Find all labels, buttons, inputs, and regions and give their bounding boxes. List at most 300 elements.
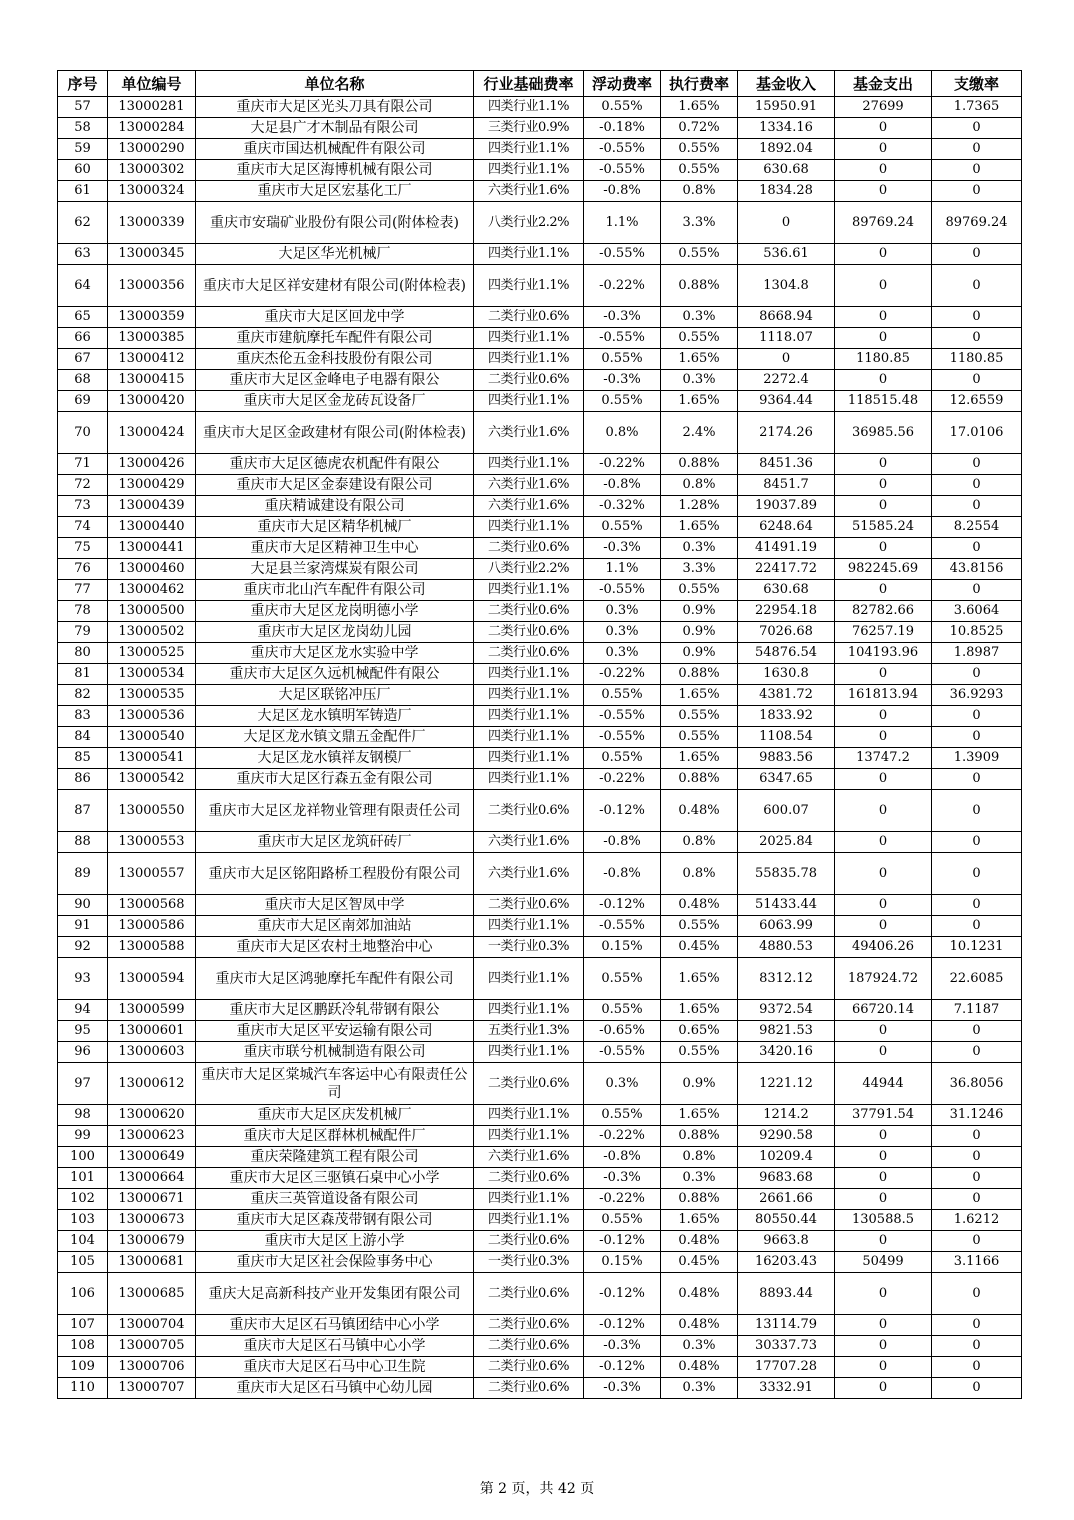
cell-index: 61: [58, 181, 108, 202]
cell-exec-rate: 0.55%: [661, 580, 738, 601]
cell-payout-ratio: 0: [932, 496, 1022, 517]
cell-unit-name: 重庆市大足区龙岗幼儿园: [196, 622, 474, 643]
cell-fund-expense: 0: [835, 1042, 932, 1063]
cell-index: 88: [58, 832, 108, 853]
cell-exec-rate: 1.65%: [661, 748, 738, 769]
cell-unit-name: 重庆市大足区海博机械有限公司: [196, 160, 474, 181]
cell-fund-income: 1221.12: [738, 1063, 835, 1105]
cell-payout-ratio: 1.8987: [932, 643, 1022, 664]
cell-unit-name: 重庆市大足区庆发机械厂: [196, 1105, 474, 1126]
cell-payout-ratio: 36.8056: [932, 1063, 1022, 1105]
cell-index: 97: [58, 1063, 108, 1105]
cell-exec-rate: 1.28%: [661, 496, 738, 517]
cell-index: 92: [58, 937, 108, 958]
cell-float-rate: 0.55%: [584, 958, 661, 1000]
cell-base-rate: 八类行业2.2%: [474, 202, 584, 244]
cell-float-rate: -0.65%: [584, 1021, 661, 1042]
cell-float-rate: -0.3%: [584, 1378, 661, 1399]
cell-exec-rate: 1.65%: [661, 349, 738, 370]
cell-fund-expense: 0: [835, 181, 932, 202]
cell-fund-income: 13114.79: [738, 1315, 835, 1336]
cell-fund-income: 9372.54: [738, 1000, 835, 1021]
cell-base-rate: 二类行业0.6%: [474, 895, 584, 916]
cell-fund-income: 80550.44: [738, 1210, 835, 1231]
table-row: [58, 1189, 1022, 1210]
cell-unit-name: 大足区龙水镇文鼎五金配件厂: [196, 727, 474, 748]
cell-payout-ratio: 3.6064: [932, 601, 1022, 622]
cell-base-rate: 四类行业1.1%: [474, 664, 584, 685]
cell-index: 106: [58, 1273, 108, 1315]
cell-unit-id: 13000415: [108, 370, 196, 391]
table-row: [58, 643, 1022, 664]
cell-exec-rate: 0.9%: [661, 601, 738, 622]
cell-fund-income: 536.61: [738, 244, 835, 265]
table-row: [58, 1147, 1022, 1168]
cell-base-rate: 六类行业1.6%: [474, 1147, 584, 1168]
cell-fund-income: 7026.68: [738, 622, 835, 643]
cell-unit-id: 13000345: [108, 244, 196, 265]
cell-index: 84: [58, 727, 108, 748]
cell-exec-rate: 0.9%: [661, 643, 738, 664]
cell-float-rate: -0.12%: [584, 1231, 661, 1252]
cell-payout-ratio: 89769.24: [932, 202, 1022, 244]
cell-unit-id: 13000685: [108, 1273, 196, 1315]
table-row: [58, 307, 1022, 328]
cell-fund-expense: 82782.66: [835, 601, 932, 622]
cell-exec-rate: 0.3%: [661, 1336, 738, 1357]
cell-unit-name: 重庆市大足区社会保险事务中心: [196, 1252, 474, 1273]
cell-float-rate: 0.55%: [584, 349, 661, 370]
cell-exec-rate: 0.8%: [661, 853, 738, 895]
cell-exec-rate: 0.55%: [661, 727, 738, 748]
cell-unit-id: 13000420: [108, 391, 196, 412]
cell-float-rate: -0.55%: [584, 580, 661, 601]
cell-fund-income: 1118.07: [738, 328, 835, 349]
cell-payout-ratio: 0: [932, 1126, 1022, 1147]
table-row: [58, 1042, 1022, 1063]
col-header-exec-rate: 执行费率: [661, 71, 738, 97]
cell-fund-expense: 0: [835, 1021, 932, 1042]
cell-index: 86: [58, 769, 108, 790]
cell-exec-rate: 3.3%: [661, 559, 738, 580]
cell-exec-rate: 1.65%: [661, 97, 738, 118]
cell-float-rate: 1.1%: [584, 202, 661, 244]
cell-index: 67: [58, 349, 108, 370]
cell-base-rate: 四类行业1.1%: [474, 160, 584, 181]
cell-payout-ratio: 1.6212: [932, 1210, 1022, 1231]
cell-fund-expense: 49406.26: [835, 937, 932, 958]
table-row: [58, 1378, 1022, 1399]
cell-fund-income: 55835.78: [738, 853, 835, 895]
cell-payout-ratio: 0: [932, 727, 1022, 748]
cell-payout-ratio: 0: [932, 1273, 1022, 1315]
cell-index: 93: [58, 958, 108, 1000]
cell-fund-income: 19037.89: [738, 496, 835, 517]
cell-float-rate: -0.12%: [584, 790, 661, 832]
cell-exec-rate: 1.65%: [661, 685, 738, 706]
cell-float-rate: -0.55%: [584, 706, 661, 727]
cell-index: 105: [58, 1252, 108, 1273]
table-row: [58, 706, 1022, 727]
cell-base-rate: 四类行业1.1%: [474, 328, 584, 349]
cell-float-rate: 1.1%: [584, 559, 661, 580]
cell-exec-rate: 0.55%: [661, 1042, 738, 1063]
cell-unit-name: 重庆市大足区龙岗明德小学: [196, 601, 474, 622]
cell-unit-name: 重庆大足高新科技产业开发集团有限公司: [196, 1273, 474, 1315]
cell-fund-expense: 0: [835, 1126, 932, 1147]
cell-fund-expense: 0: [835, 1147, 932, 1168]
cell-index: 69: [58, 391, 108, 412]
cell-unit-name: 重庆市大足区龙祥物业管理有限责任公司: [196, 790, 474, 832]
cell-float-rate: -0.55%: [584, 727, 661, 748]
cell-exec-rate: 1.65%: [661, 1210, 738, 1231]
page-footer: 第 2 页，共 42 页: [479, 1481, 595, 1497]
cell-fund-income: 1304.8: [738, 265, 835, 307]
cell-base-rate: 四类行业1.1%: [474, 1105, 584, 1126]
cell-index: 65: [58, 307, 108, 328]
cell-unit-id: 13000356: [108, 265, 196, 307]
col-header-payout-ratio: 支缴率: [932, 71, 1022, 97]
cell-fund-income: 9883.56: [738, 748, 835, 769]
cell-fund-expense: 0: [835, 328, 932, 349]
cell-exec-rate: 0.8%: [661, 181, 738, 202]
cell-unit-id: 13000704: [108, 1315, 196, 1336]
cell-unit-id: 13000705: [108, 1336, 196, 1357]
cell-payout-ratio: 17.0106: [932, 412, 1022, 454]
cell-exec-rate: 0.48%: [661, 1357, 738, 1378]
cell-fund-expense: 51585.24: [835, 517, 932, 538]
cell-unit-id: 13000460: [108, 559, 196, 580]
cell-payout-ratio: 0: [932, 580, 1022, 601]
header-row: [58, 71, 1022, 97]
cell-fund-expense: 44944: [835, 1063, 932, 1105]
cell-fund-income: 1108.54: [738, 727, 835, 748]
cell-base-rate: 六类行业1.6%: [474, 181, 584, 202]
cell-base-rate: 二类行业0.6%: [474, 790, 584, 832]
cell-unit-name: 重庆市大足区棠城汽车客运中心有限责任公司: [196, 1063, 474, 1105]
table-row: [58, 1021, 1022, 1042]
cell-base-rate: 四类行业1.1%: [474, 769, 584, 790]
cell-index: 58: [58, 118, 108, 139]
cell-payout-ratio: 1180.85: [932, 349, 1022, 370]
cell-exec-rate: 0.88%: [661, 664, 738, 685]
table-row: [58, 1126, 1022, 1147]
table-row: [58, 1273, 1022, 1315]
cell-index: 72: [58, 475, 108, 496]
cell-unit-id: 13000284: [108, 118, 196, 139]
cell-unit-name: 重庆市大足区石马镇中心幼儿园: [196, 1378, 474, 1399]
cell-fund-expense: 187924.72: [835, 958, 932, 1000]
cell-fund-expense: 0: [835, 1378, 932, 1399]
cell-unit-id: 13000679: [108, 1231, 196, 1252]
cell-fund-expense: 118515.48: [835, 391, 932, 412]
table-row: [58, 1000, 1022, 1021]
cell-fund-income: 9821.53: [738, 1021, 835, 1042]
cell-index: 77: [58, 580, 108, 601]
table-row: [58, 349, 1022, 370]
cell-index: 99: [58, 1126, 108, 1147]
cell-payout-ratio: 0: [932, 1021, 1022, 1042]
cell-base-rate: 二类行业0.6%: [474, 1168, 584, 1189]
cell-fund-expense: 0: [835, 706, 932, 727]
cell-fund-income: 2661.66: [738, 1189, 835, 1210]
cell-base-rate: 六类行业1.6%: [474, 412, 584, 454]
cell-base-rate: 八类行业2.2%: [474, 559, 584, 580]
cell-exec-rate: 0.3%: [661, 538, 738, 559]
cell-exec-rate: 0.88%: [661, 1126, 738, 1147]
cell-index: 109: [58, 1357, 108, 1378]
cell-unit-name: 大足区华光机械厂: [196, 244, 474, 265]
table-row: [58, 538, 1022, 559]
col-header-unit-id: 单位编号: [108, 71, 196, 97]
cell-exec-rate: 0.3%: [661, 370, 738, 391]
cell-fund-income: 2272.4: [738, 370, 835, 391]
cell-unit-id: 13000706: [108, 1357, 196, 1378]
cell-unit-name: 大足区龙水镇明军铸造厂: [196, 706, 474, 727]
cell-float-rate: -0.55%: [584, 139, 661, 160]
cell-index: 108: [58, 1336, 108, 1357]
cell-exec-rate: 0.55%: [661, 916, 738, 937]
cell-unit-id: 13000594: [108, 958, 196, 1000]
cell-float-rate: -0.3%: [584, 307, 661, 328]
cell-base-rate: 一类行业0.3%: [474, 937, 584, 958]
table-row: [58, 412, 1022, 454]
cell-unit-name: 重庆市大足区群林机械配件厂: [196, 1126, 474, 1147]
cell-unit-id: 13000599: [108, 1000, 196, 1021]
cell-payout-ratio: 43.8156: [932, 559, 1022, 580]
cell-unit-name: 重庆杰伦五金科技股份有限公司: [196, 349, 474, 370]
cell-float-rate: 0.55%: [584, 748, 661, 769]
cell-exec-rate: 1.65%: [661, 391, 738, 412]
cell-unit-id: 13000502: [108, 622, 196, 643]
cell-payout-ratio: 36.9293: [932, 685, 1022, 706]
cell-float-rate: -0.55%: [584, 244, 661, 265]
cell-fund-expense: 161813.94: [835, 685, 932, 706]
cell-exec-rate: 0.55%: [661, 244, 738, 265]
cell-payout-ratio: 8.2554: [932, 517, 1022, 538]
cell-exec-rate: 0.8%: [661, 1147, 738, 1168]
cell-base-rate: 三类行业0.9%: [474, 118, 584, 139]
cell-base-rate: 六类行业1.6%: [474, 832, 584, 853]
cell-fund-income: 16203.43: [738, 1252, 835, 1273]
table-row: [58, 265, 1022, 307]
cell-fund-expense: 0: [835, 580, 932, 601]
cell-base-rate: 四类行业1.1%: [474, 1000, 584, 1021]
cell-index: 78: [58, 601, 108, 622]
cell-unit-name: 大足县广才木制品有限公司: [196, 118, 474, 139]
cell-fund-expense: 76257.19: [835, 622, 932, 643]
cell-fund-income: 1630.8: [738, 664, 835, 685]
cell-unit-id: 13000603: [108, 1042, 196, 1063]
cell-unit-name: 重庆荣隆建筑工程有限公司: [196, 1147, 474, 1168]
fund-table: [57, 70, 1022, 1399]
cell-payout-ratio: 0: [932, 916, 1022, 937]
cell-unit-name: 重庆市大足区精华机械厂: [196, 517, 474, 538]
cell-unit-id: 13000612: [108, 1063, 196, 1105]
cell-fund-income: 2174.26: [738, 412, 835, 454]
cell-base-rate: 六类行业1.6%: [474, 853, 584, 895]
cell-float-rate: -0.3%: [584, 370, 661, 391]
cell-unit-name: 重庆市大足区森茂带钢有限公司: [196, 1210, 474, 1231]
cell-float-rate: -0.22%: [584, 1126, 661, 1147]
cell-fund-expense: 0: [835, 916, 932, 937]
cell-unit-name: 重庆市大足区三驱镇石桌中心小学: [196, 1168, 474, 1189]
cell-base-rate: 四类行业1.1%: [474, 1189, 584, 1210]
cell-unit-id: 13000568: [108, 895, 196, 916]
cell-float-rate: -0.8%: [584, 1147, 661, 1168]
cell-payout-ratio: 0: [932, 895, 1022, 916]
cell-unit-name: 重庆市大足区精神卫生中心: [196, 538, 474, 559]
cell-unit-id: 13000412: [108, 349, 196, 370]
table-row: [58, 916, 1022, 937]
col-header-float-rate: 浮动费率: [584, 71, 661, 97]
col-header-unit-name: 单位名称: [196, 71, 474, 97]
cell-float-rate: -0.32%: [584, 496, 661, 517]
cell-fund-income: 4880.53: [738, 937, 835, 958]
table-row: [58, 748, 1022, 769]
table-row: [58, 769, 1022, 790]
cell-fund-income: 6347.65: [738, 769, 835, 790]
cell-index: 73: [58, 496, 108, 517]
cell-unit-name: 重庆三英管道设备有限公司: [196, 1189, 474, 1210]
cell-index: 66: [58, 328, 108, 349]
cell-float-rate: 0.3%: [584, 1063, 661, 1105]
cell-payout-ratio: 0: [932, 307, 1022, 328]
cell-fund-income: 22954.18: [738, 601, 835, 622]
table-row: [58, 1315, 1022, 1336]
cell-float-rate: -0.8%: [584, 853, 661, 895]
cell-index: 94: [58, 1000, 108, 1021]
cell-unit-name: 重庆市联兮机械制造有限公司: [196, 1042, 474, 1063]
cell-payout-ratio: 7.1187: [932, 1000, 1022, 1021]
cell-base-rate: 四类行业1.1%: [474, 139, 584, 160]
cell-unit-id: 13000620: [108, 1105, 196, 1126]
cell-index: 100: [58, 1147, 108, 1168]
cell-unit-name: 重庆市大足区龙水实验中学: [196, 643, 474, 664]
cell-index: 95: [58, 1021, 108, 1042]
cell-base-rate: 四类行业1.1%: [474, 517, 584, 538]
cell-float-rate: 0.55%: [584, 97, 661, 118]
cell-fund-income: 22417.72: [738, 559, 835, 580]
cell-payout-ratio: 0: [932, 265, 1022, 307]
cell-payout-ratio: 10.8525: [932, 622, 1022, 643]
cell-fund-income: 630.68: [738, 160, 835, 181]
cell-base-rate: 二类行业0.6%: [474, 370, 584, 391]
cell-fund-income: 9290.58: [738, 1126, 835, 1147]
cell-base-rate: 二类行业0.6%: [474, 1063, 584, 1105]
cell-base-rate: 四类行业1.1%: [474, 727, 584, 748]
cell-fund-expense: 0: [835, 664, 932, 685]
cell-float-rate: 0.3%: [584, 622, 661, 643]
cell-fund-expense: 27699: [835, 97, 932, 118]
cell-unit-name: 重庆市大足区鹏跃冷轧带钢有限公: [196, 1000, 474, 1021]
cell-payout-ratio: 0: [932, 1336, 1022, 1357]
cell-base-rate: 四类行业1.1%: [474, 454, 584, 475]
cell-unit-id: 13000525: [108, 643, 196, 664]
cell-exec-rate: 0.48%: [661, 1273, 738, 1315]
cell-exec-rate: 0.8%: [661, 475, 738, 496]
cell-exec-rate: 0.55%: [661, 139, 738, 160]
cell-fund-expense: 104193.96: [835, 643, 932, 664]
cell-fund-income: 3332.91: [738, 1378, 835, 1399]
cell-unit-id: 13000553: [108, 832, 196, 853]
cell-unit-name: 重庆市大足区石马中心卫生院: [196, 1357, 474, 1378]
cell-base-rate: 四类行业1.1%: [474, 706, 584, 727]
cell-float-rate: -0.3%: [584, 1336, 661, 1357]
cell-base-rate: 二类行业0.6%: [474, 643, 584, 664]
table-row: [58, 685, 1022, 706]
cell-payout-ratio: 0: [932, 664, 1022, 685]
cell-index: 89: [58, 853, 108, 895]
cell-exec-rate: 0.45%: [661, 1252, 738, 1273]
cell-unit-id: 13000385: [108, 328, 196, 349]
cell-index: 91: [58, 916, 108, 937]
cell-payout-ratio: 0: [932, 475, 1022, 496]
cell-index: 110: [58, 1378, 108, 1399]
cell-fund-expense: 37791.54: [835, 1105, 932, 1126]
table-row: [58, 559, 1022, 580]
cell-fund-expense: 0: [835, 454, 932, 475]
cell-fund-expense: 0: [835, 496, 932, 517]
cell-unit-id: 13000440: [108, 517, 196, 538]
cell-exec-rate: 0.72%: [661, 118, 738, 139]
table-row: [58, 601, 1022, 622]
cell-payout-ratio: 0: [932, 769, 1022, 790]
cell-unit-id: 13000586: [108, 916, 196, 937]
cell-index: 96: [58, 1042, 108, 1063]
cell-base-rate: 四类行业1.1%: [474, 349, 584, 370]
cell-base-rate: 二类行业0.6%: [474, 1315, 584, 1336]
cell-unit-id: 13000557: [108, 853, 196, 895]
cell-unit-name: 重庆市国达机械配件有限公司: [196, 139, 474, 160]
cell-float-rate: -0.22%: [584, 454, 661, 475]
cell-fund-income: 600.07: [738, 790, 835, 832]
cell-fund-expense: 66720.14: [835, 1000, 932, 1021]
table-row: [58, 244, 1022, 265]
cell-unit-name: 重庆市大足区德虎农机配件有限公: [196, 454, 474, 475]
cell-fund-income: 1334.16: [738, 118, 835, 139]
cell-exec-rate: 0.88%: [661, 454, 738, 475]
cell-payout-ratio: 12.6559: [932, 391, 1022, 412]
cell-float-rate: -0.55%: [584, 160, 661, 181]
cell-fund-income: 8668.94: [738, 307, 835, 328]
cell-unit-name: 重庆市北山汽车配件有限公司: [196, 580, 474, 601]
cell-exec-rate: 1.65%: [661, 1105, 738, 1126]
cell-payout-ratio: 0: [932, 454, 1022, 475]
cell-fund-income: 1833.92: [738, 706, 835, 727]
table-row: [58, 496, 1022, 517]
cell-float-rate: -0.22%: [584, 1189, 661, 1210]
cell-fund-income: 9364.44: [738, 391, 835, 412]
cell-unit-name: 重庆市大足区南郊加油站: [196, 916, 474, 937]
cell-unit-id: 13000441: [108, 538, 196, 559]
table-row: [58, 1210, 1022, 1231]
cell-unit-id: 13000439: [108, 496, 196, 517]
cell-unit-name: 大足区联铭冲压厂: [196, 685, 474, 706]
cell-float-rate: -0.12%: [584, 895, 661, 916]
cell-fund-income: 8451.36: [738, 454, 835, 475]
cell-unit-name: 重庆市大足区回龙中学: [196, 307, 474, 328]
cell-float-rate: -0.3%: [584, 1168, 661, 1189]
cell-payout-ratio: 0: [932, 1357, 1022, 1378]
cell-payout-ratio: 0: [932, 1189, 1022, 1210]
cell-index: 68: [58, 370, 108, 391]
table-row: [58, 790, 1022, 832]
cell-float-rate: -0.18%: [584, 118, 661, 139]
table-row: [58, 1063, 1022, 1105]
cell-fund-expense: 0: [835, 1231, 932, 1252]
table-row: [58, 1168, 1022, 1189]
